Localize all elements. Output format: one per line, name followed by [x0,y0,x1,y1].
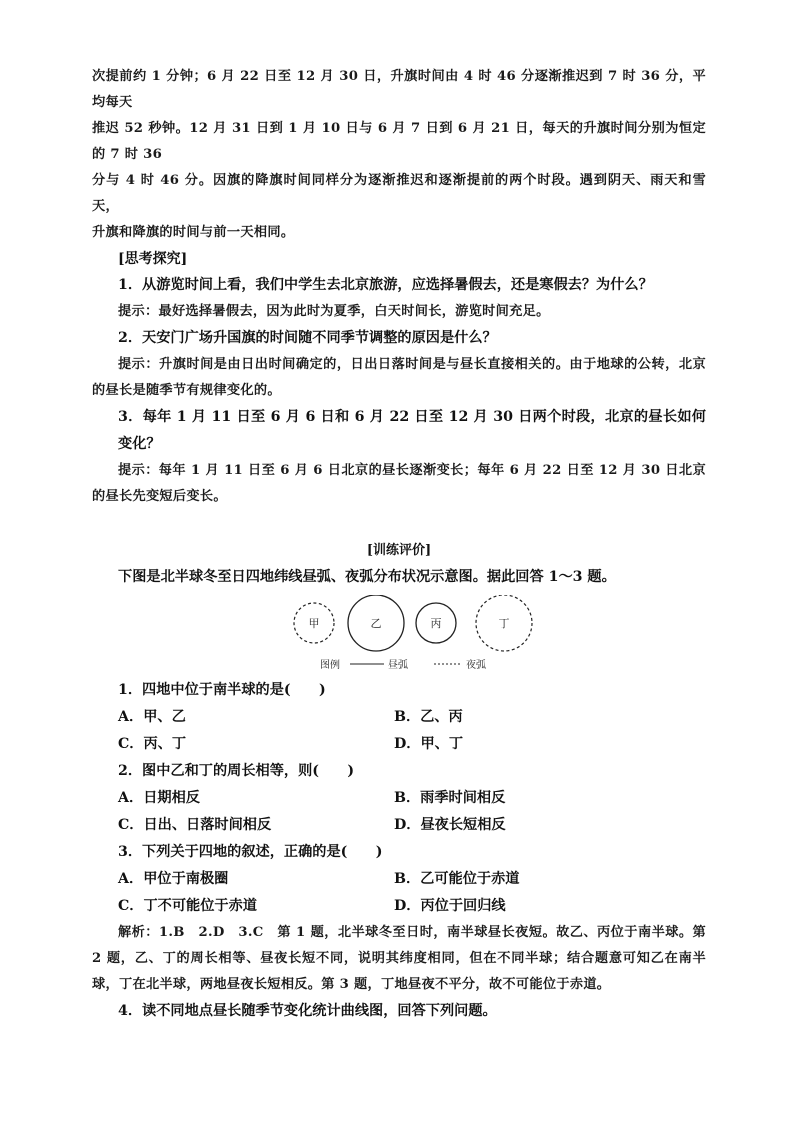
question-1-option-a[interactable]: A．甲、乙 [118,709,186,725]
label-ding: 丁 [498,617,510,630]
training-section-title: [训练评价] [366,543,432,558]
legend-night-label: 夜弧 [466,660,486,671]
question-1-option-d[interactable]: D．甲、丁 [394,736,464,752]
think-answer-3: 提示：每年 1 月 11 日至 6 月 6 日北京的昼长逐渐变长；每年 6 月 22 日至 12 月 30 日北京的昼长先变短后变长。 [92,463,706,504]
question-4-stem: 4．读不同地点昼长随季节变化统计曲线图，回答下列问题。 [118,1003,497,1019]
latitude-arc-diagram [92,595,706,675]
question-3-option-b[interactable]: B．乙可能位于赤道 [394,871,520,887]
training-intro: 下图是北半球冬至日四地纬线昼弧、夜弧分布状况示意图。据此回答 1～3 题。 [118,569,616,585]
question-3-option-d[interactable]: D．丙位于回归线 [394,898,506,914]
question-1-options-row [92,731,706,758]
question-2-options-row [92,812,706,839]
think-question-2: 2．天安门广场升国旗的时间随不同季节调整的原因是什么？ [118,330,497,346]
question-2-options-row [92,785,706,812]
label-bing: 丙 [430,617,442,630]
intro-line: 推迟 52 秒钟。12 月 31 日到 1 月 10 日与 6 月 7 日到 6 月 21 日，每天的升旗时间分别为恒定的 7 时 36 [92,121,706,162]
analysis-paragraph: 解析：1.B 2.D 3.C 第 1 题，北半球冬至日时，南半球昼长夜短。故乙、丙位于南半球。第 2 题，乙、丁的周长相等、昼夜长短不同，说明其纬度相同，但在不同半球；结合题意可知乙在南半球，丁在北半球，两地昼夜长短相反。第 3 题，丁地昼夜不平分，故不可能位于赤道。 [92,925,706,992]
question-2-stem: 2．图中乙和丁的周长相等，则( ) [118,763,355,779]
think-section-title: [思考探究] [118,251,188,267]
document-page [92,64,706,1025]
think-answer-2: 提示：升旗时间是由日出时间确定的，日出日落时间是与昼长直接相关的。由于地球的公转，北京的昼长是随季节有规律变化的。 [92,357,706,398]
question-1-option-b[interactable]: B．乙、丙 [394,709,463,725]
question-3-option-a[interactable]: A．甲位于南极圈 [118,871,229,887]
think-question-1: 1．从游览时间上看，我们中学生去北京旅游，应选择暑假去，还是寒假去？为什么？ [118,277,653,293]
question-1-options-row [92,704,706,731]
label-jia: 甲 [308,617,320,630]
question-3-stem: 3．下列关于四地的叙述，正确的是( ) [118,844,383,860]
question-3-options-row [92,893,706,920]
question-2-option-b[interactable]: B．雨季时间相反 [394,790,506,806]
question-2-option-c[interactable]: C．日出、日落时间相反 [118,817,272,833]
question-2-option-d[interactable]: D．昼夜长短相反 [394,817,506,833]
question-1-option-c[interactable]: C．丙、丁 [118,736,187,752]
intro-paragraph [92,64,706,246]
intro-line: 升旗和降旗的时间与前一天相同。 [92,225,295,240]
intro-line: 次提前约 1 分钟；6 月 22 日至 12 月 30 日，升旗时间由 4 时 46 分逐渐推迟到 7 时 36 分，平均每天 [92,69,706,110]
question-3-option-c[interactable]: C．丁不可能位于赤道 [118,898,257,914]
think-answer-1: 提示：最好选择暑假去，因为此时为夏季，白天时间长，游览时间充足。 [118,304,550,319]
intro-line: 分与 4 时 46 分。因旗的降旗时间同样分为逐渐推迟和逐渐提前的两个时段。遇到阴天、雨天和雪天， [92,173,706,214]
label-yi: 乙 [370,617,382,630]
question-1-stem: 1．四地中位于南半球的是( ) [118,682,326,698]
question-3-options-row [92,866,706,893]
legend-prefix: 图例 [320,660,340,671]
think-question-3: 3．每年 1 月 11 日至 6 月 6 日和 6 月 22 日至 12 月 30 日两个时段，北京的昼长如何变化？ [118,409,706,452]
question-2-option-a[interactable]: A．日期相反 [118,790,200,806]
legend-day-label: 昼弧 [388,660,408,671]
